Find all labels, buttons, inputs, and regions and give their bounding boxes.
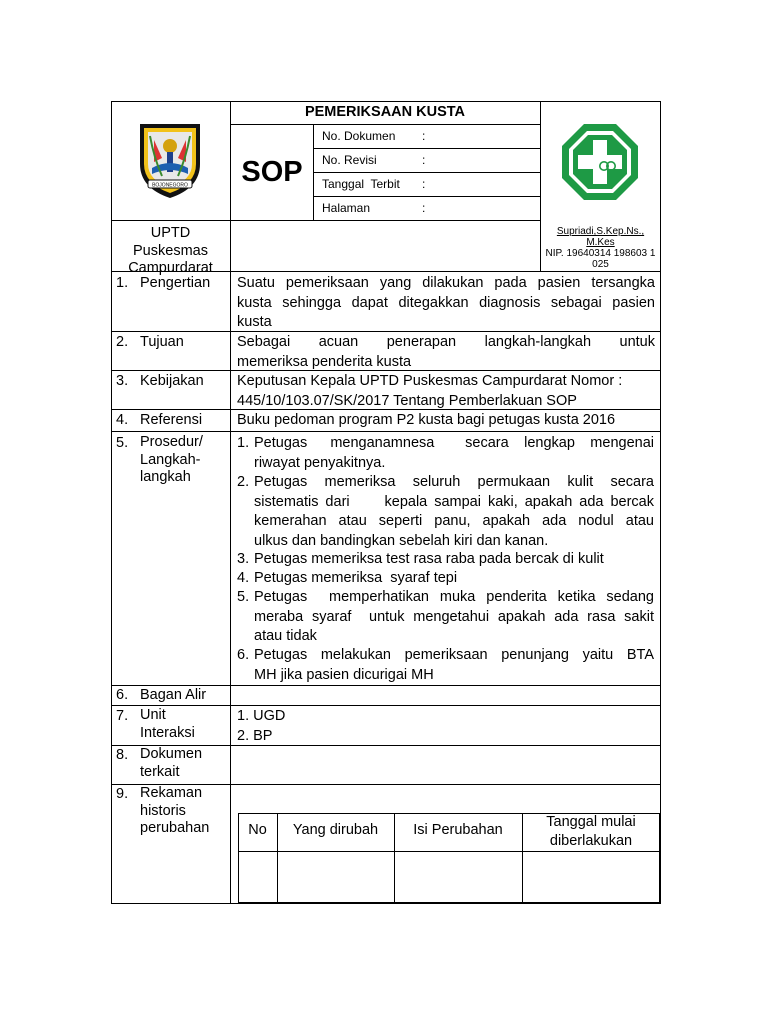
org-name-line: UPTD <box>150 225 191 241</box>
text-line: kusta sehingga dapat ditegakkan diagnosis sebagai pasien <box>237 294 655 311</box>
row-content <box>237 411 655 431</box>
step-number: 5. <box>237 589 250 605</box>
org-name-line: Campurdarat <box>128 260 213 276</box>
org-name-line: Puskesmas <box>133 242 208 259</box>
label-line: Unit <box>140 707 166 723</box>
puskesmas-logo <box>560 122 640 202</box>
label-line: Langkah- <box>140 451 201 468</box>
row-label: Pengertian <box>140 275 211 291</box>
text-line: sistematis dari kepala sampai kaki, apakah ada bercak <box>254 493 654 510</box>
row-content <box>237 274 655 333</box>
signature-name: Supriadi,S.Kep.Ns., <box>556 226 645 237</box>
text-line: Petugas menganamnesa secara lengkap mengenai <box>254 435 654 451</box>
procedure-step <box>254 434 654 473</box>
label-line: Interaksi <box>140 724 195 741</box>
text-line: Sebagai acuan penerapan langkah-langkah untuk <box>237 334 655 350</box>
divider <box>230 124 540 125</box>
row-number: 1. <box>116 275 129 291</box>
text-line: Petugas memperhatikan muka penderita ketika sedang <box>254 589 654 605</box>
row-label: Referensi <box>140 412 203 428</box>
text-line: MH jika pasien dicurigai MH <box>254 666 434 683</box>
row-number: 5. <box>116 435 129 451</box>
text-line: Keputusan Kepala UPTD Puskesmas Campurdarat Nomor : <box>237 373 623 389</box>
label-line: Rekaman <box>140 785 203 801</box>
text-line: riwayat penyakitnya. <box>254 454 386 471</box>
divider <box>313 148 540 149</box>
text-line: meraba syaraf untuk mengetahui apakah ada rasa sakit <box>254 608 654 625</box>
procedure-step <box>254 473 654 551</box>
regency-emblem-logo <box>134 118 206 202</box>
org-name <box>111 225 230 278</box>
label-line: Dokumen <box>140 746 203 762</box>
regency-emblem-logo-text: BOJONEGORO <box>152 182 188 189</box>
row-number: 9. <box>116 786 129 802</box>
page-title: PEMERIKSAAN KUSTA <box>304 104 466 120</box>
procedure-step <box>254 646 654 685</box>
signature-degree: M.Kes <box>586 237 615 248</box>
label-line: terkait <box>140 763 180 780</box>
row-content <box>237 333 655 372</box>
divider <box>313 196 540 197</box>
step-number: 6. <box>237 647 250 663</box>
text-line: Petugas melakukan pemeriksaan penunjang yaitu BTA <box>254 647 654 663</box>
doc-field-label: Tanggal Terbit <box>322 177 400 191</box>
doc-field-label: No. Revisi <box>322 153 377 167</box>
signature-block <box>541 226 660 270</box>
procedure-step <box>254 588 654 647</box>
row-content <box>237 372 655 411</box>
label-line: langkah <box>140 469 191 485</box>
row-label: Tujuan <box>140 334 184 350</box>
divider <box>111 431 661 432</box>
doc-field-colon: : <box>422 201 426 215</box>
text-line: Petugas memeriksa seluruh permukaan kulit secara <box>254 474 654 490</box>
text-line: 445/10/103.07/SK/2017 Tentang Pemberlakuan SOP <box>237 392 577 409</box>
row-number: 8. <box>116 747 129 763</box>
text-line: atau tidak <box>254 628 317 644</box>
label-line: historis <box>140 802 186 819</box>
unit-item: 2. BP <box>237 727 273 744</box>
unit-item: 1. UGD <box>237 708 286 724</box>
row-label <box>140 434 203 487</box>
divider <box>111 220 540 221</box>
text-line: memeriksa penderita kusta <box>237 353 412 370</box>
text-line: Buku pedoman program P2 kusta bagi petugas kusta 2016 <box>237 412 616 428</box>
row-label: Kebijakan <box>140 373 204 389</box>
step-number: 1. <box>237 435 250 451</box>
row-number: 3. <box>116 373 129 389</box>
procedure-step <box>254 569 654 589</box>
row-label <box>140 746 202 781</box>
column-header-line: diberlakukan <box>549 833 633 849</box>
column-header: No <box>248 822 267 838</box>
signature-nip: NIP. 19640314 198603 1 <box>545 248 656 259</box>
doc-field-colon: : <box>422 153 426 167</box>
row-number: 6. <box>116 687 129 703</box>
column-header <box>522 813 660 851</box>
text-line: ulkus dan bandingkan sebelah kiri dan kanan. <box>254 532 549 549</box>
label-line: perubahan <box>140 820 210 836</box>
text-line: Suatu pemeriksaan yang dilakukan pada pasien tersangka <box>237 275 655 291</box>
row-label <box>140 707 195 742</box>
text-line: Petugas memeriksa syaraf tepi <box>254 570 458 586</box>
row-number: 4. <box>116 412 129 428</box>
row-content <box>237 707 655 746</box>
row-label <box>140 785 209 838</box>
row-number: 7. <box>116 708 129 724</box>
doc-field-label: Halaman <box>322 201 371 215</box>
text-line: kemerahan atau seperti panu, apakah ada nodul atau <box>254 513 654 529</box>
text-line: Petugas memeriksa test rasa raba pada bercak di kulit <box>254 551 604 567</box>
column-header: Yang dirubah <box>292 822 379 838</box>
column-header: Isi Perubahan <box>413 822 503 838</box>
row-label: Bagan Alir <box>140 687 207 703</box>
step-number: 3. <box>237 551 250 567</box>
text-line: kusta <box>237 314 272 330</box>
doc-field-colon: : <box>422 129 426 143</box>
step-number: 4. <box>237 570 250 586</box>
doc-field-colon: : <box>422 177 426 191</box>
divider <box>238 851 660 852</box>
divider <box>313 172 540 173</box>
procedure-step <box>254 550 654 570</box>
doc-field-label: No. Dokumen <box>322 129 396 143</box>
sop-label: SOP <box>241 156 303 188</box>
column-header-line: Tanggal mulai <box>546 814 636 830</box>
step-number: 2. <box>237 474 250 490</box>
label-line: Prosedur/ <box>140 434 203 450</box>
row-number: 2. <box>116 334 129 350</box>
signature-nip: 025 <box>592 259 609 270</box>
